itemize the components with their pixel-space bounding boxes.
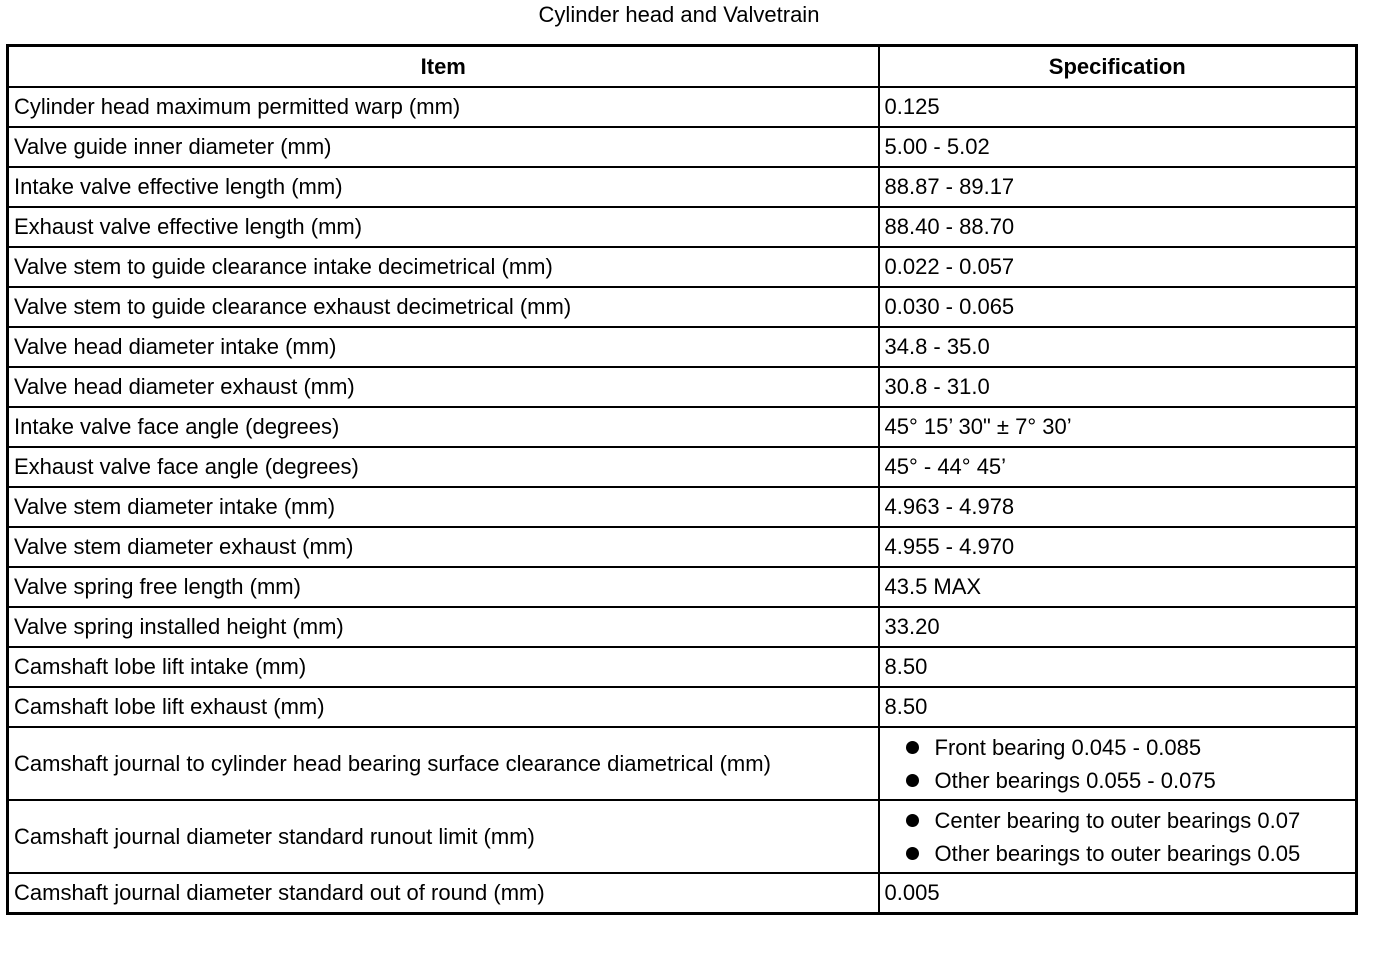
document-title: Cylinder head and Valvetrain	[538, 2, 820, 27]
item-cell: Intake valve effective length (mm)	[8, 167, 879, 207]
item-cell: Valve stem to guide clearance intake decimetrical (mm)	[8, 247, 879, 287]
bullet-icon	[906, 774, 919, 787]
item-cell: Valve head diameter intake (mm)	[8, 327, 879, 367]
table-row	[8, 607, 1357, 647]
spec-bullet-list	[885, 804, 1356, 870]
table-row	[8, 367, 1357, 407]
spec-cell: 33.20	[879, 607, 1357, 647]
table-row	[8, 873, 1357, 914]
spec-bullet-item	[885, 837, 1356, 870]
spec-cell: 0.005	[879, 873, 1357, 914]
table-row	[8, 247, 1357, 287]
item-cell: Exhaust valve face angle (degrees)	[8, 447, 879, 487]
item-cell: Valve spring free length (mm)	[8, 567, 879, 607]
item-cell: Valve stem diameter exhaust (mm)	[8, 527, 879, 567]
spec-cell	[879, 800, 1357, 873]
table-row	[8, 800, 1357, 873]
table-row	[8, 647, 1357, 687]
spec-cell	[879, 727, 1357, 800]
item-cell: Intake valve face angle (degrees)	[8, 407, 879, 447]
spec-cell: 88.40 - 88.70	[879, 207, 1357, 247]
table-row	[8, 167, 1357, 207]
item-cell: Camshaft lobe lift intake (mm)	[8, 647, 879, 687]
spec-cell: 30.8 - 31.0	[879, 367, 1357, 407]
spec-cell: 4.963 - 4.978	[879, 487, 1357, 527]
spec-cell: 88.87 - 89.17	[879, 167, 1357, 207]
spec-cell: 0.022 - 0.057	[879, 247, 1357, 287]
spec-bullet-text: Front bearing 0.045 - 0.085	[934, 734, 1202, 760]
table-row	[8, 687, 1357, 727]
item-cell: Valve guide inner diameter (mm)	[8, 127, 879, 167]
item-cell: Valve stem to guide clearance exhaust decimetrical (mm)	[8, 287, 879, 327]
bullet-icon	[906, 814, 919, 827]
item-cell: Camshaft lobe lift exhaust (mm)	[8, 687, 879, 727]
spec-bullet-item	[885, 764, 1356, 797]
spec-cell: 45° 15’ 30" ± 7° 30’	[879, 407, 1357, 447]
spec-bullet-item	[885, 731, 1356, 764]
item-cell: Valve stem diameter intake (mm)	[8, 487, 879, 527]
table-row	[8, 487, 1357, 527]
table-row	[8, 567, 1357, 607]
spec-cell: 8.50	[879, 687, 1357, 727]
spec-cell: 0.030 - 0.065	[879, 287, 1357, 327]
spec-cell: 34.8 - 35.0	[879, 327, 1357, 367]
table-row	[8, 207, 1357, 247]
spec-bullet-text: Center bearing to outer bearings 0.07	[934, 807, 1301, 833]
item-cell: Camshaft journal to cylinder head bearing surface clearance diametrical (mm)	[8, 727, 879, 800]
item-cell: Valve spring installed height (mm)	[8, 607, 879, 647]
table-row	[8, 407, 1357, 447]
table-row	[8, 127, 1357, 167]
spec-cell: 8.50	[879, 647, 1357, 687]
table-row	[8, 447, 1357, 487]
spec-bullet-text: Other bearings 0.055 - 0.075	[934, 767, 1216, 793]
item-cell: Camshaft journal diameter standard out of round (mm)	[8, 873, 879, 914]
bullet-icon	[906, 847, 919, 860]
column-header-specification: Specification	[879, 46, 1357, 88]
column-header-item: Item	[8, 46, 879, 88]
table-row	[8, 727, 1357, 800]
spec-table	[6, 44, 1358, 915]
bullet-icon	[906, 741, 919, 754]
spec-cell: 45° - 44° 45’	[879, 447, 1357, 487]
spec-bullet-text: Other bearings to outer bearings 0.05	[934, 840, 1301, 866]
item-cell: Camshaft journal diameter standard runout limit (mm)	[8, 800, 879, 873]
table-header-row	[8, 46, 1357, 88]
table-row	[8, 327, 1357, 367]
spec-cell: 43.5 MAX	[879, 567, 1357, 607]
spec-cell: 4.955 - 4.970	[879, 527, 1357, 567]
spec-cell: 0.125	[879, 87, 1357, 127]
table-row	[8, 527, 1357, 567]
item-cell: Valve head diameter exhaust (mm)	[8, 367, 879, 407]
spec-bullet-list	[885, 731, 1356, 797]
table-row	[8, 87, 1357, 127]
item-cell: Exhaust valve effective length (mm)	[8, 207, 879, 247]
table-row	[8, 287, 1357, 327]
spec-bullet-item	[885, 804, 1356, 837]
spec-cell: 5.00 - 5.02	[879, 127, 1357, 167]
item-cell: Cylinder head maximum permitted warp (mm)	[8, 87, 879, 127]
